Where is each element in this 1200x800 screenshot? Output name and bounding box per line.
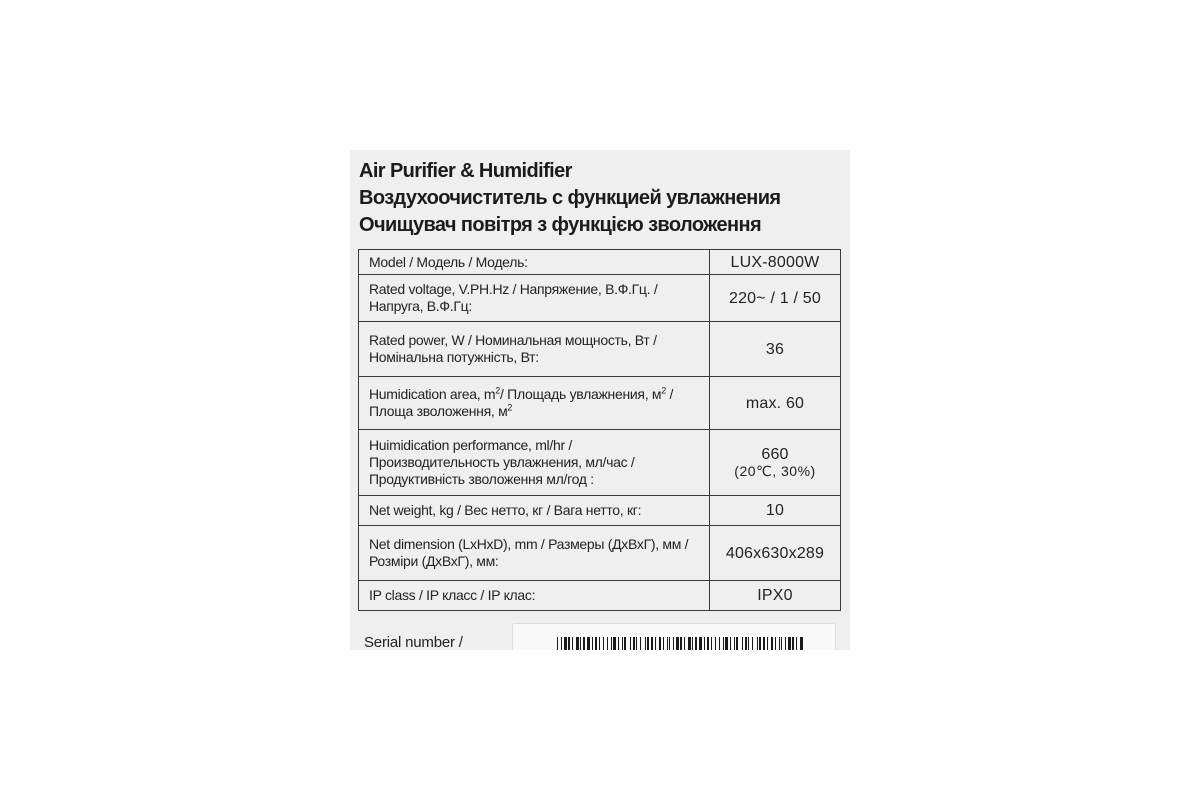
title-russian: Воздухоочиститель с функцией увлажнения <box>359 187 781 209</box>
barcode-bar <box>622 637 623 650</box>
barcode-bar <box>667 637 668 650</box>
barcode-bar <box>680 637 682 650</box>
barcode-bar <box>742 637 743 650</box>
barcode-bar <box>564 637 567 650</box>
spec-value: 10 <box>710 496 841 526</box>
spec-name-line: Номінальна потужність, Вт: <box>369 349 539 365</box>
spec-table <box>358 249 841 611</box>
barcode-bar <box>730 637 731 650</box>
barcode-bar <box>792 637 794 650</box>
spec-name <box>359 526 710 581</box>
barcode-bar <box>618 637 619 650</box>
barcode-bar <box>796 637 797 650</box>
spec-row-voltage <box>359 275 841 322</box>
barcode-bar <box>640 637 641 650</box>
barcode-bar <box>719 637 720 650</box>
barcode-bar <box>715 637 716 650</box>
barcode-bar <box>688 637 691 650</box>
barcode-bar <box>669 637 670 650</box>
spec-name <box>359 377 710 430</box>
spec-name-line: Напруга, В.Ф.Гц: <box>369 298 472 314</box>
barcode-bar <box>785 637 786 650</box>
spec-name-part: Humidication area, m <box>369 386 496 402</box>
spec-value: max. 60 <box>710 377 841 430</box>
barcode-bar <box>767 637 768 650</box>
barcode-bar <box>568 637 570 650</box>
barcode-bar <box>736 637 738 650</box>
barcode-bar <box>576 637 579 650</box>
spec-row-dimension <box>359 526 841 581</box>
spec-name-line: Net weight, kg / Вес нетто, кг / Вага нетто, кг: <box>369 502 642 518</box>
spec-value-conditions: (20℃, 30%) <box>734 462 816 479</box>
spec-name-line: Продуктивність зволоження мл/год : <box>369 471 594 487</box>
spec-name-line: Производительность увлажнения, мл/час / <box>369 454 635 470</box>
spec-name-line: Net dimension (LxHxD), mm / Размеры (ДхВхГ), мм / <box>369 536 689 552</box>
spec-row-humidification-area <box>359 377 841 430</box>
spec-name <box>359 581 710 611</box>
barcode-bar <box>587 637 590 650</box>
barcode-bar <box>788 637 791 650</box>
barcode-bar <box>745 637 747 650</box>
spec-row-weight <box>359 496 841 526</box>
barcode-bar <box>757 637 758 650</box>
spec-name <box>359 250 710 275</box>
spec-row-ip-class <box>359 581 841 611</box>
barcode-bar <box>695 637 697 650</box>
barcode-bar <box>599 637 600 650</box>
spec-name-line: Rated voltage, V.PH.Hz / Напряжение, В.Ф.Гц. / <box>369 281 658 297</box>
spec-label <box>350 150 850 650</box>
spec-name <box>359 496 710 526</box>
barcode-bar <box>759 637 761 650</box>
barcode-bar <box>655 637 656 650</box>
barcode-bar <box>607 637 608 650</box>
barcode-bar <box>636 637 637 650</box>
spec-name <box>359 322 710 377</box>
title-ukrainian: Очищувач повітря з функцією зволоження <box>359 214 762 236</box>
spec-name-line: Розміри (ДхВхГ), мм: <box>369 553 499 569</box>
barcode-bar <box>725 637 728 650</box>
barcode-bar <box>779 637 780 650</box>
barcode-bar <box>592 637 593 650</box>
barcode-bar <box>580 637 581 650</box>
barcode-bar <box>704 637 705 650</box>
barcode-bar <box>684 637 685 650</box>
barcode-bar <box>651 637 653 650</box>
spec-value: 220~ / 1 / 50 <box>710 275 841 322</box>
barcode-bar <box>800 637 803 650</box>
spec-row-model <box>359 250 841 275</box>
barcode-bar <box>723 637 724 650</box>
barcode-bar <box>645 637 646 650</box>
barcode-bar <box>673 637 674 650</box>
spec-value: 406x630x289 <box>710 526 841 581</box>
spec-name-part: / <box>665 386 674 402</box>
spec-value <box>710 430 841 496</box>
barcode-bar <box>659 637 661 650</box>
spec-name-line: Model / Модель / Модель: <box>369 253 528 270</box>
barcode <box>557 637 803 650</box>
title-english: Air Purifier & Humidifier <box>359 160 572 182</box>
barcode-bar <box>583 637 585 650</box>
barcode-bar <box>748 637 749 650</box>
barcode-bar <box>763 637 765 650</box>
barcode-bar <box>557 637 558 650</box>
barcode-bar <box>781 637 782 650</box>
spec-name-line: Huimidication performance, ml/hr / <box>369 437 572 453</box>
barcode-bar <box>711 637 712 650</box>
spec-name-line: Площа зволоження, м <box>369 403 508 419</box>
spec-name-line: IP class / IP класс / IP клас: <box>369 587 536 603</box>
barcode-bar <box>692 637 693 650</box>
spec-value: IPX0 <box>710 581 841 611</box>
barcode-sticker <box>512 623 836 650</box>
barcode-bar <box>613 637 616 650</box>
barcode-bar <box>771 637 773 650</box>
barcode-bar <box>572 637 573 650</box>
spec-name <box>359 275 710 322</box>
spec-name-line: Rated power, W / Номинальная мощность, Вт / <box>369 332 657 348</box>
barcode-bar <box>624 637 626 650</box>
barcode-bar <box>603 637 604 650</box>
serial-number-label: Serial number / <box>364 634 463 650</box>
barcode-bar <box>633 637 635 650</box>
label-titles <box>359 158 844 239</box>
spec-value-main: 660 <box>761 445 789 463</box>
barcode-bar <box>775 637 776 650</box>
superscript: 2 <box>495 385 500 396</box>
barcode-bar <box>611 637 612 650</box>
spec-name-part: / Площадь увлажнения, м <box>500 386 662 402</box>
barcode-bar <box>676 637 679 650</box>
barcode-bar <box>663 637 664 650</box>
barcode-bar <box>734 637 735 650</box>
barcode-bar <box>707 637 709 650</box>
spec-name <box>359 430 710 496</box>
barcode-bar <box>561 637 562 650</box>
barcode-bar <box>647 637 649 650</box>
superscript: 2 <box>507 402 513 413</box>
barcode-bar <box>699 637 702 650</box>
barcode-bar <box>630 637 631 650</box>
spec-value: LUX-8000W <box>710 250 841 275</box>
barcode-bar <box>595 637 597 650</box>
barcode-bar <box>752 637 753 650</box>
superscript: 2 <box>661 385 666 396</box>
spec-value: 36 <box>710 322 841 377</box>
spec-row-performance <box>359 430 841 496</box>
spec-row-power <box>359 322 841 377</box>
